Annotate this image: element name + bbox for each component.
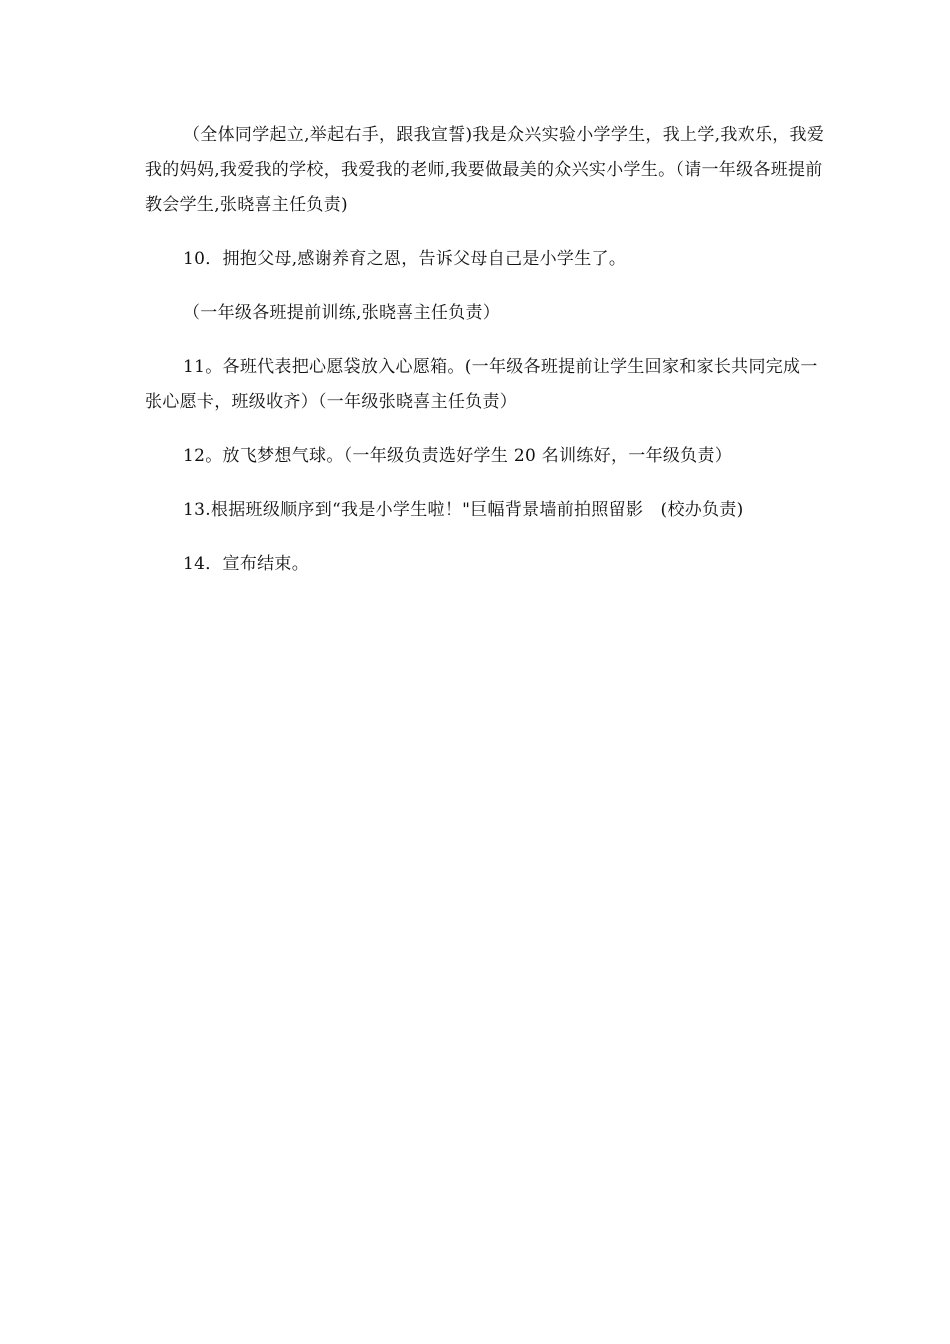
document-body — [145, 118, 825, 601]
paragraph-item-10-note: （一年级各班提前训练,张晓喜主任负责） — [183, 303, 501, 323]
paragraph-item-13: 13.根据班级顺序到“我是小学生啦！"巨幅背景墙前拍照留影 (校办负责) — [183, 500, 744, 520]
paragraph-item-10: 10．拥抱父母,感谢养育之恩，告诉父母自己是小学生了。 — [183, 249, 627, 269]
paragraph-item-11: 11。各班代表把心愿袋放入心愿箱。(一年级各班提前让学生回家和家长共同完成一张心愿卡，班级收齐）（一年级张晓喜主任负责） — [145, 357, 818, 412]
paragraph-item-12: 12。放飞梦想气球。（一年级负责选好学生 20 名训练好，一年级负责） — [183, 446, 733, 466]
paragraph-oath: （全体同学起立,举起右手，跟我宣誓)我是众兴实验小学学生，我上学,我欢乐，我爱我的妈妈,我爱我的学校，我爱我的老师,我要做最美的众兴实小学生。（请一年级各班提前教会学生,张晓喜主任负责) — [145, 125, 825, 215]
paragraph-item-14: 14．宣布结束。 — [183, 554, 310, 574]
